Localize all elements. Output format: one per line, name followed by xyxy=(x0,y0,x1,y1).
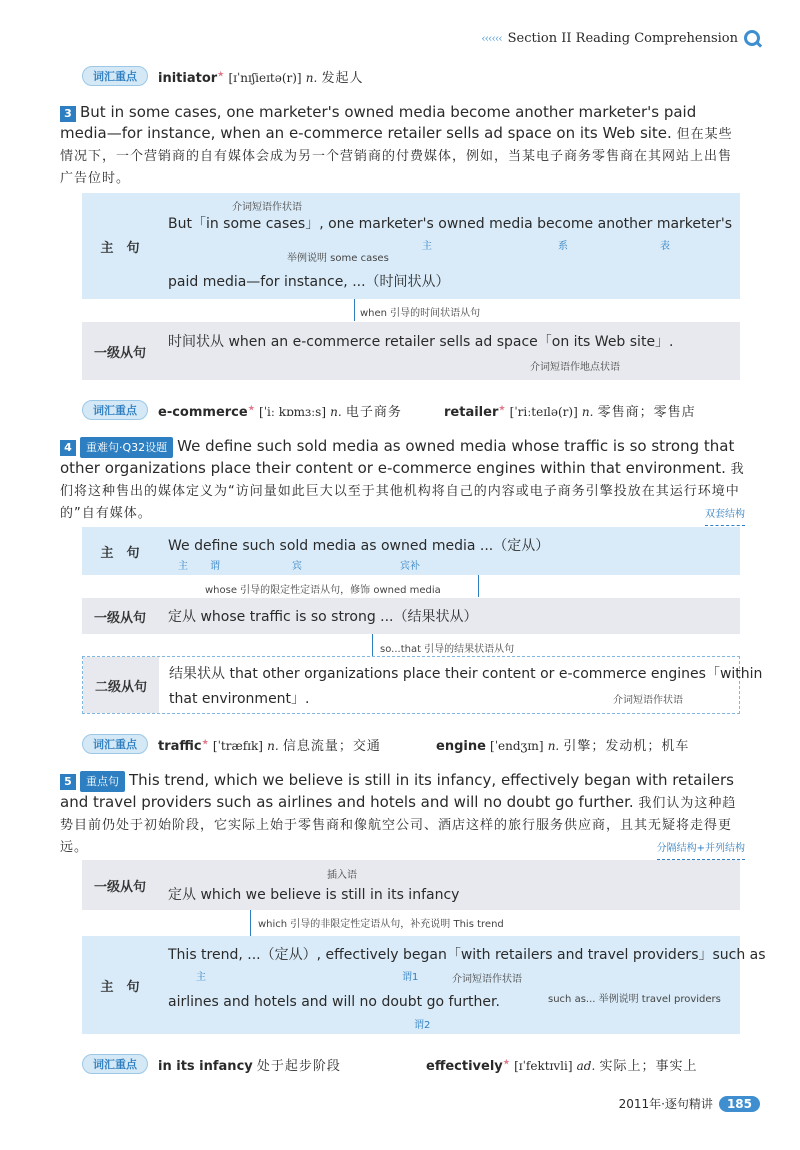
role-linking-verb: 系 xyxy=(558,241,568,252)
chevrons-icon: ‹‹‹‹‹‹ xyxy=(481,31,502,45)
vocab-row-ecommerce xyxy=(82,400,696,420)
clause-line: 时间状从 when an e-commerce retailer sells ad space「on its Web site」. xyxy=(168,334,674,350)
structure-tag: 双套结构 xyxy=(705,504,745,526)
vocab-meaning: 信息流量；交通 xyxy=(282,738,381,754)
connector-line xyxy=(372,634,373,656)
vocab-pos: n. xyxy=(267,738,279,753)
star-icon: ★ xyxy=(498,403,506,413)
paragraph-number: 4 xyxy=(60,440,76,456)
connector-note: when 引导的时间状语从句 xyxy=(360,308,481,319)
vocab-word: traffic xyxy=(158,738,202,754)
vocab-meaning: 零售商；零售店 xyxy=(597,404,696,420)
role-subject: 主 xyxy=(178,561,188,572)
vocab-row-traffic xyxy=(82,734,689,754)
paragraph-english: This trend, which we believe is still in its infancy, effectively began with retailers and travel providers such as airlines and hotels and will no doubt go further. xyxy=(60,771,734,811)
vocab-pos: n. xyxy=(330,404,342,419)
difficulty-badge: 重难句·Q32设题 xyxy=(80,437,173,458)
role-subject: 主 xyxy=(196,972,206,983)
role-subject: 主 xyxy=(422,241,432,252)
vocab-ipa: [ɪˈnɪʃieɪtə(r)] xyxy=(228,70,302,85)
analysis-main-clause-5 xyxy=(82,936,766,1034)
vocab-word: engine xyxy=(436,738,486,754)
footer-text: 2011年·逐句精讲 xyxy=(618,1097,713,1111)
section-title: Section II Reading Comprehension xyxy=(507,30,738,46)
annotation: 插入语 xyxy=(327,870,357,881)
star-icon: ★ xyxy=(201,737,209,747)
clause-label: 一级从句 xyxy=(93,879,146,895)
paragraph-4 xyxy=(60,436,745,524)
analysis-subclause-5 xyxy=(82,860,740,910)
vocab-tag: 词汇重点 xyxy=(82,1054,148,1074)
page-header xyxy=(481,30,760,46)
vocab-tag: 词汇重点 xyxy=(82,400,148,420)
connector-note: so...that 引导的结果状语从句 xyxy=(380,644,515,655)
vocab-tag: 词汇重点 xyxy=(82,734,148,754)
vocab-word: in its infancy xyxy=(158,1058,253,1074)
annotation: 介词短语作状语 xyxy=(452,974,522,985)
clause-line: 定从 which we believe is still in its infancy xyxy=(168,887,460,903)
vocab-tag: 词汇重点 xyxy=(82,66,148,86)
vocab-meaning: 实际上；事实上 xyxy=(599,1058,698,1074)
paragraph-english: We define such sold media as owned media whose traffic is so strong that other organizations place their content or e-commerce engines within that environment. xyxy=(60,437,735,477)
vocab-meaning: 引擎；发动机；机车 xyxy=(563,738,690,754)
paragraph-5 xyxy=(60,770,745,858)
page-footer xyxy=(619,1095,760,1112)
paragraph-number: 5 xyxy=(60,774,76,790)
analysis-main-clause-4 xyxy=(82,527,740,575)
analysis-subclause-4b xyxy=(82,656,763,714)
connector-line xyxy=(478,575,479,597)
paragraph-3 xyxy=(60,102,745,189)
clause-line-2: paid media—for instance, ...（时间状从） xyxy=(168,274,450,290)
clause-label: 一级从句 xyxy=(93,345,146,361)
role-object: 宾 xyxy=(292,561,302,572)
annotation: 介词短语作状语 xyxy=(613,695,683,706)
vocab-ipa: [ˈendʒɪn] xyxy=(490,738,544,753)
paragraph-english: But in some cases, one marketer's owned media become another marketer's paid media—for instance, when an e-commerce retailer sells ad space on its Web site. xyxy=(60,103,697,142)
vocab-row-initiator xyxy=(82,66,363,86)
role-predicative: 表 xyxy=(660,241,670,252)
vocab-meaning: 处于起步阶段 xyxy=(256,1058,341,1074)
role-verb: 谓 xyxy=(210,561,220,572)
paragraph-chinese: 但在某些情况下，一个营销商的自有媒体会成为另一个营销商的付费媒体，例如，当某电子商务零售商在其网站上出售广告位时。 xyxy=(60,127,733,186)
role-verb-2: 谓2 xyxy=(414,1020,431,1031)
vocab-pos: ad. xyxy=(576,1058,596,1073)
star-icon: ★ xyxy=(217,69,225,79)
vocab-word: e-commerce xyxy=(158,404,248,420)
clause-line: We define such sold media as owned media ...（定从） xyxy=(168,538,550,554)
role-verb-1: 谓1 xyxy=(402,972,419,983)
structure-tag: 分隔结构+并列结构 xyxy=(657,838,745,860)
vocab-pos: n. xyxy=(305,70,318,85)
key-sentence-badge: 重点句 xyxy=(80,771,125,792)
search-icon xyxy=(744,30,760,46)
analysis-subclause-4a xyxy=(82,598,740,634)
annotation: such as... 举例说明 travel providers xyxy=(548,994,721,1005)
clause-line-2: airlines and hotels and will no doubt go further. xyxy=(168,994,500,1010)
clause-line-2: that environment」. xyxy=(169,691,310,707)
clause-line-1: 结果状从 that other organizations place their content or e-commerce engines「within xyxy=(169,666,763,682)
star-icon: ★ xyxy=(502,1057,510,1067)
vocab-meaning: 电子商务 xyxy=(345,404,402,420)
vocab-pos: n. xyxy=(547,738,560,753)
page-number: 185 xyxy=(719,1096,760,1112)
connector-note: whose 引导的限定性定语从句，修饰 owned media xyxy=(205,585,441,596)
clause-label: 二级从句 xyxy=(83,657,159,713)
vocab-ipa: [ˈtræfɪk] xyxy=(212,738,263,753)
vocab-word: retailer xyxy=(444,404,499,420)
paragraph-chinese: 我们将这种售出的媒体定义为“访问量如此巨大以至于其他机构将自己的内容或电子商务引擎投放在其运行环境中的”自有媒体。 xyxy=(60,462,745,521)
connector-note: which 引导的非限定性定语从句，补充说明 This trend xyxy=(258,919,504,930)
vocab-pos: n. xyxy=(581,404,594,419)
analysis-subclause-3 xyxy=(82,322,740,380)
vocab-word: initiator xyxy=(158,70,218,86)
annotation: 介词短语作地点状语 xyxy=(530,362,620,373)
vocab-row-infancy xyxy=(82,1054,697,1074)
vocab-ipa: [ˈriːteɪlə(r)] xyxy=(509,404,578,419)
role-object-complement: 宾补 xyxy=(400,561,420,572)
connector-line xyxy=(354,299,355,321)
vocab-ipa: [ˈiː kɒmɜːs] xyxy=(259,404,327,419)
annotation: 举例说明 some cases xyxy=(287,253,389,264)
paragraph-number: 3 xyxy=(60,106,76,122)
analysis-main-clause-3 xyxy=(82,193,740,299)
star-icon: ★ xyxy=(247,403,255,413)
vocab-ipa: [ɪˈfektɪvli] xyxy=(514,1058,573,1073)
clause-line: 定从 whose traffic is so strong ...（结果状从） xyxy=(168,609,478,625)
paragraph-chinese: 我们认为这种趋势目前仍处于初始阶段，它实际上始于零售商和像航空公司、酒店这样的旅行服务供应商，且其无疑将走得更远。 xyxy=(60,796,737,855)
clause-line-1: But「in some cases」, one marketer's owned media become another marketer's xyxy=(168,216,733,232)
vocab-word: effectively xyxy=(426,1058,503,1074)
connector-line xyxy=(250,910,251,936)
clause-line-1: This trend, ...（定从）, effectively began「with retailers and travel providers」such as xyxy=(168,947,766,963)
clause-label: 主 句 xyxy=(100,240,140,256)
clause-label: 一级从句 xyxy=(93,610,146,626)
annotation: 介词短语作状语 xyxy=(232,202,302,213)
clause-label: 主 句 xyxy=(100,979,140,995)
vocab-meaning: 发起人 xyxy=(321,70,364,86)
clause-label: 主 句 xyxy=(100,545,140,561)
